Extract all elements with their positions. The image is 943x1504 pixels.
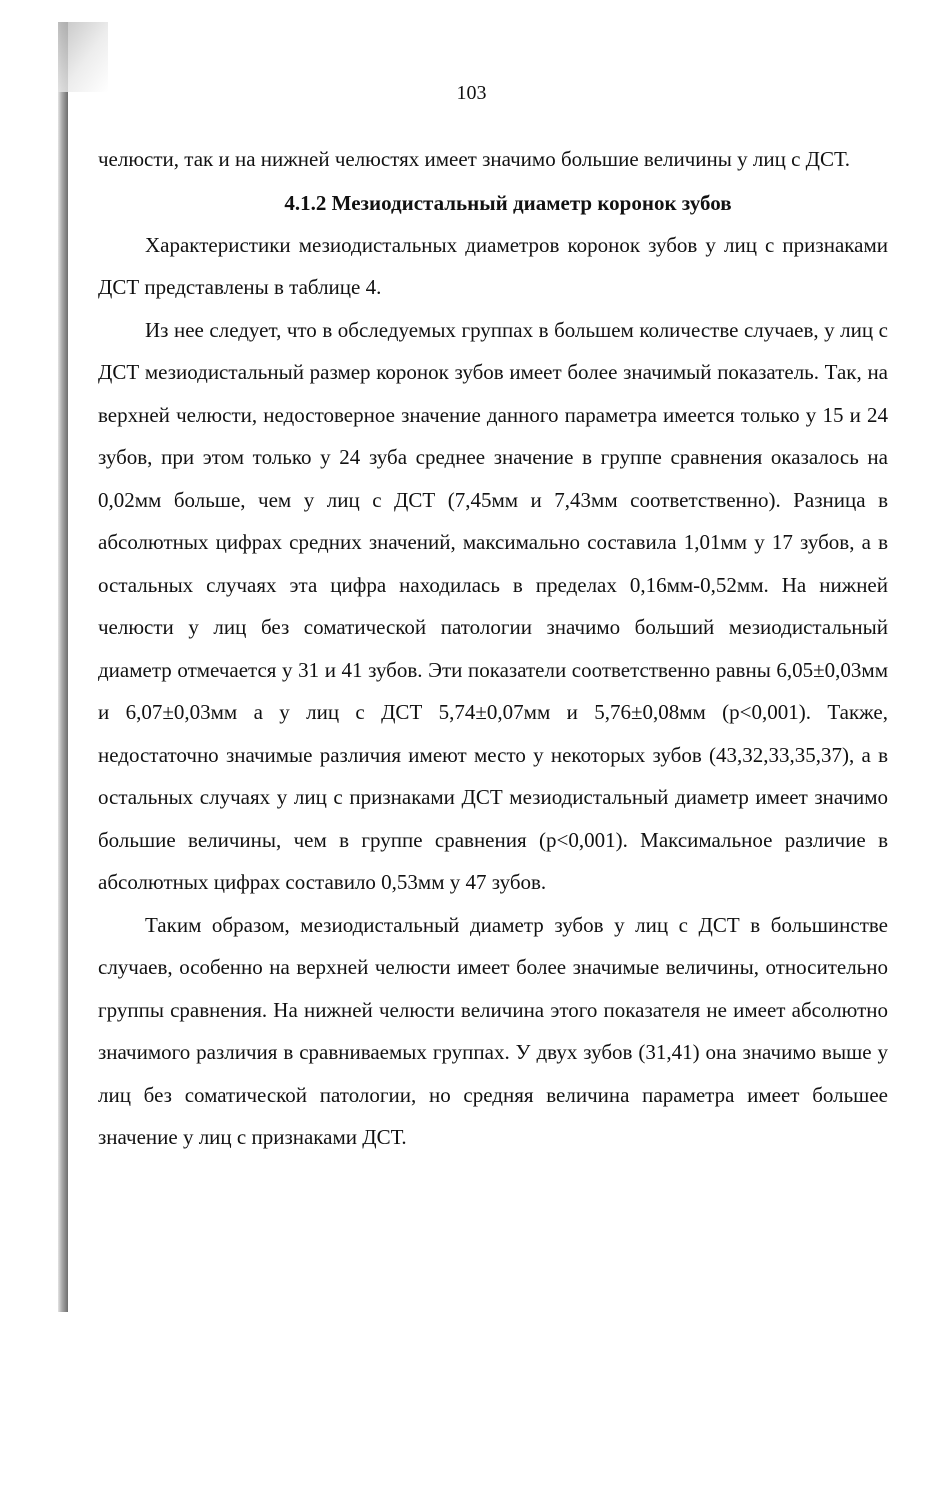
page-body [98,138,888,1159]
paragraph-table-reference: Характеристики мезиодистальных диаметров коронок зубов у лиц с признаками ДСТ представлены в таблице 4. [98,232,888,299]
paragraph-conclusion: Таким образом, мезиодистальный диаметр зубов у лиц с ДСТ в большинстве случаев, особенно на верхней челюсти имеет более значимые величины, относительно группы сравнения. На нижней челюсти величина этого показателя не имеет абсолютно значимого различия в сравниваемых группах. У двух зубов (31,41) она значимо выше у лиц без соматической патологии, но средняя величина параметра имеет большее значение у лиц с признаками ДСТ. [98,912,888,1149]
page-number: 103 [456,82,487,104]
paragraph-results: Из нее следует, что в обследуемых группах в большем количестве случаев, у лиц с ДСТ мезиодистальный размер коронок зубов имеет более значимый показатель. Так, на верхней челюсти, недостоверное значение данного параметра имеется только у 15 и 24 зубов, при этом только у 24 зуба среднее значение в группе сравнения оказалось на 0,02мм больше, чем у лиц с ДСТ (7,45мм и 7,43мм соответственно). Разница в абсолютных цифрах средних значений, максимально составила 1,01мм у 17 зубов, а в остальных случаях эта цифра находилась в пределах 0,16мм-0,52мм. На нижней челюсти у лиц без соматической патологии значимо больший мезиодистальный диаметр отмечается у 31 и 41 зубов. Эти показатели соответственно равны 6,05±0,03мм и 6,07±0,03мм а у лиц с ДСТ 5,74±0,07мм и 5,76±0,08мм (р<0,001). Также, недостаточно значимые различия имеют место у некоторых зубов (43,32,33,35,37), а в остальных случаях у лиц с признаками ДСТ мезиодистальный диаметр имеет значимо большие величины, чем в группе сравнения (р<0,001). Максимальное различие в абсолютных цифрах составило 0,53мм у 47 зубов. [98,317,888,894]
continuation-paragraph: челюсти, так и на нижней челюстях имеет значимо большие величины у лиц с ДСТ. [98,147,850,171]
section-heading: 4.1.2 Мезиодистальный диаметр коронок зубов [284,190,732,215]
scan-edge-shadow [58,22,68,1312]
